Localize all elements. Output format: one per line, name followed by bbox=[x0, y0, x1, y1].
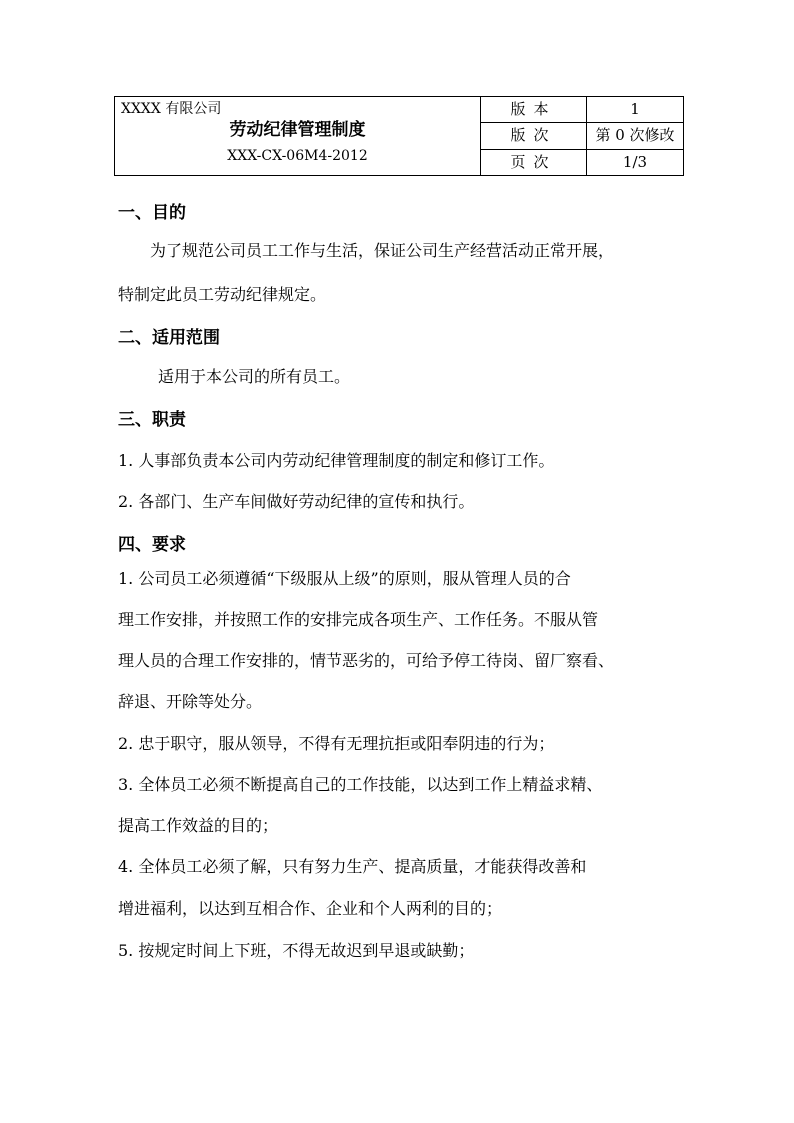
revision-label: 版次 bbox=[481, 123, 587, 149]
company-name: XXXX 有限公司 bbox=[121, 101, 222, 117]
document-title: 劳动纪律管理制度 bbox=[229, 120, 366, 140]
section-responsibility-title: 三、职责 bbox=[118, 410, 186, 430]
requirement-item: 5. 按规定时间上下班，不得无故迟到早退或缺勤； bbox=[118, 941, 475, 960]
section-scope-title: 二、适用范围 bbox=[118, 328, 220, 348]
requirement-item-line: 4. 全体员工必须了解，只有努力生产、提高质量，才能获得改善和 bbox=[118, 857, 587, 876]
requirement-item-line: 提高工作效益的目的； bbox=[118, 816, 279, 835]
requirement-item-line: 辞退、开除等处分。 bbox=[118, 692, 263, 711]
version-label: 版本 bbox=[481, 97, 587, 123]
requirement-item-line: 理工作安排，并按照工作的安排完成各项生产、工作任务。不服从管 bbox=[118, 610, 599, 629]
document-code: XXX-CX-06M4-2012 bbox=[227, 148, 368, 164]
requirement-item-line: 理人员的合理工作安排的，情节恶劣的，可给予停工待岗、留厂察看、 bbox=[118, 651, 615, 670]
requirement-item-line: 1. 公司员工必须遵循“下级服从上级”的原则，服从管理人员的合 bbox=[118, 569, 571, 588]
requirement-item-line: 3. 全体员工必须不断提高自己的工作技能，以达到工作上精益求精、 bbox=[118, 775, 603, 794]
purpose-paragraph-line: 特制定此员工劳动纪律规定。 bbox=[118, 285, 327, 304]
page-value: 1/3 bbox=[587, 149, 684, 175]
section-purpose-title: 一、目的 bbox=[118, 203, 186, 223]
header-title-cell bbox=[115, 97, 481, 176]
responsibility-item: 1. 人事部负责本公司内劳动纪律管理制度的制定和修订工作。 bbox=[118, 451, 555, 470]
requirement-item-line: 增进福利，以达到互相合作、企业和个人两利的目的； bbox=[118, 899, 503, 918]
scope-paragraph: 适用于本公司的所有员工。 bbox=[158, 367, 351, 386]
requirement-item: 2. 忠于职守，服从领导，不得有无理抗拒或阳奉阴违的行为； bbox=[118, 734, 555, 753]
responsibility-item: 2. 各部门、生产车间做好劳动纪律的宣传和执行。 bbox=[118, 492, 475, 511]
document-header-table bbox=[114, 96, 684, 176]
version-value: 1 bbox=[587, 97, 684, 123]
page-label: 页次 bbox=[481, 149, 587, 175]
revision-value: 第 0 次修改 bbox=[587, 123, 684, 149]
section-requirements-title: 四、要求 bbox=[118, 535, 186, 555]
purpose-paragraph-line: 为了规范公司员工工作与生活，保证公司生产经营活动正常开展， bbox=[150, 241, 615, 260]
